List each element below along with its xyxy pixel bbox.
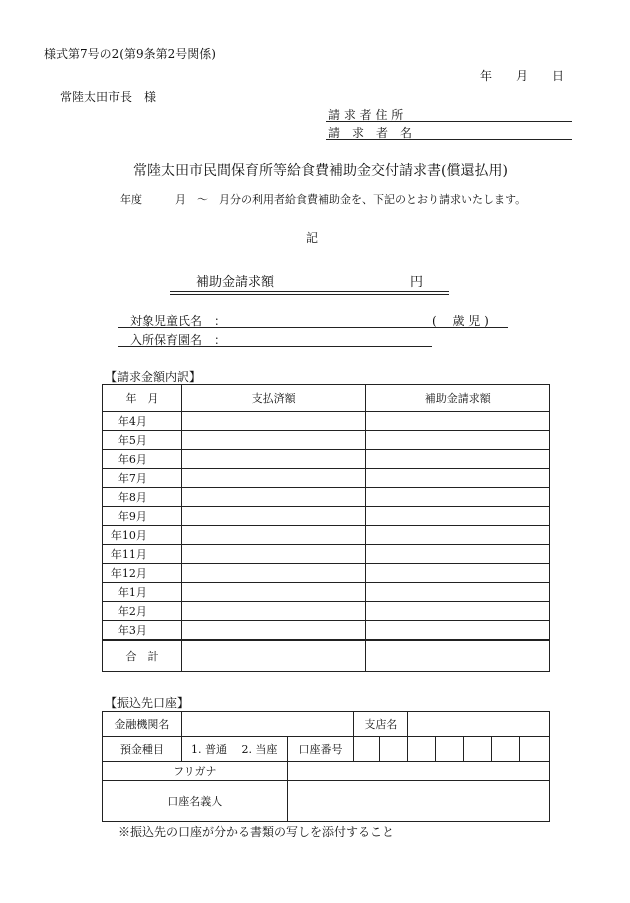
requester-name-line bbox=[326, 139, 572, 140]
subsidy-amount-cell bbox=[366, 469, 550, 488]
account-digit-cell bbox=[408, 737, 436, 762]
subsidy-amount-cell bbox=[366, 545, 550, 564]
child-name-label: 対象児童氏名 ： bbox=[130, 314, 227, 328]
month-row bbox=[103, 564, 550, 583]
month-row bbox=[103, 507, 550, 526]
subsidy-amount-cell bbox=[366, 602, 550, 621]
account-digit-cell bbox=[492, 737, 520, 762]
month-row bbox=[103, 450, 550, 469]
paid-amount-cell bbox=[181, 450, 366, 469]
month-label: 年7月 bbox=[103, 469, 182, 488]
paid-amount-cell bbox=[181, 488, 366, 507]
month-row bbox=[103, 431, 550, 450]
child-name-line bbox=[118, 327, 508, 328]
total-subsidy-cell bbox=[366, 640, 550, 672]
month-row bbox=[103, 488, 550, 507]
paid-amount-cell bbox=[181, 621, 366, 641]
date-line: 年 月 日 bbox=[480, 69, 565, 83]
month-row bbox=[103, 412, 550, 431]
account-holder-label: 口座名義人 bbox=[103, 781, 288, 822]
paid-amount-cell bbox=[181, 412, 366, 431]
attachment-note: ※振込先の口座が分かる書類の写しを添付すること bbox=[118, 825, 395, 839]
addressee: 常陸太田市長 様 bbox=[60, 90, 157, 104]
child-age: ( 歳 児 ) bbox=[432, 314, 489, 328]
month-label: 年12月 bbox=[103, 564, 182, 583]
account-digit-cell bbox=[520, 737, 550, 762]
header-paid: 支払済額 bbox=[181, 385, 366, 412]
account-digit-cell bbox=[464, 737, 492, 762]
subsidy-amount-cell bbox=[366, 488, 550, 507]
requester-address-line bbox=[326, 121, 572, 122]
subsidy-amount-cell bbox=[366, 507, 550, 526]
breakdown-table bbox=[102, 384, 550, 672]
subsidy-amount-cell bbox=[366, 412, 550, 431]
month-label: 年11月 bbox=[103, 545, 182, 564]
month-label: 年8月 bbox=[103, 488, 182, 507]
month-label: 年10月 bbox=[103, 526, 182, 545]
bank-heading: 【振込先口座】 bbox=[105, 696, 190, 710]
month-row bbox=[103, 545, 550, 564]
facility-label: 入所保育園名 ： bbox=[130, 333, 227, 347]
furigana-label: フリガナ bbox=[103, 762, 288, 781]
paid-amount-cell bbox=[181, 431, 366, 450]
subsidy-amount-cell bbox=[366, 621, 550, 641]
document-title: 常陸太田市民間保育所等給食費補助金交付請求書(償還払用) bbox=[133, 163, 508, 179]
subsidy-amount-cell bbox=[366, 526, 550, 545]
paid-amount-cell bbox=[181, 469, 366, 488]
paid-amount-cell bbox=[181, 545, 366, 564]
institution-label: 金融機関名 bbox=[103, 712, 182, 737]
month-label: 年2月 bbox=[103, 602, 182, 621]
month-label: 年6月 bbox=[103, 450, 182, 469]
breakdown-heading: 【請求金額内訳】 bbox=[105, 370, 202, 384]
account-holder-value bbox=[287, 781, 549, 822]
branch-label: 支店名 bbox=[354, 712, 408, 737]
paid-amount-cell bbox=[181, 507, 366, 526]
form-code: 様式第7号の2(第9条第2号関係) bbox=[44, 47, 216, 61]
deposit-type-options: 1. 普通 2. 当座 bbox=[181, 737, 287, 762]
requester-name-label: 請 求 者 名 bbox=[328, 126, 413, 140]
claim-amount-label: 補助金請求額 bbox=[196, 275, 275, 290]
ki-mark: 記 bbox=[306, 231, 319, 245]
paid-amount-cell bbox=[181, 526, 366, 545]
account-digit-cell bbox=[354, 737, 380, 762]
claim-amount-unit: 円 bbox=[410, 275, 424, 290]
header-year-month: 年 月 bbox=[103, 385, 182, 412]
account-digit-cell bbox=[380, 737, 408, 762]
claim-underline-1 bbox=[170, 291, 449, 292]
requester-address-label: 請 求 者 住 所 bbox=[328, 108, 404, 122]
bank-table bbox=[102, 711, 550, 822]
claim-underline-2 bbox=[170, 294, 449, 295]
paid-amount-cell bbox=[181, 564, 366, 583]
total-label: 合 計 bbox=[103, 640, 182, 672]
paid-amount-cell bbox=[181, 583, 366, 602]
institution-value bbox=[181, 712, 354, 737]
month-row bbox=[103, 602, 550, 621]
subsidy-amount-cell bbox=[366, 564, 550, 583]
month-label: 年5月 bbox=[103, 431, 182, 450]
deposit-type-label: 預金種目 bbox=[103, 737, 182, 762]
subsidy-amount-cell bbox=[366, 450, 550, 469]
furigana-value bbox=[287, 762, 549, 781]
month-label: 年9月 bbox=[103, 507, 182, 526]
account-number-label: 口座番号 bbox=[287, 737, 354, 762]
account-digit-cell bbox=[436, 737, 464, 762]
total-paid-cell bbox=[181, 640, 366, 672]
branch-value bbox=[408, 712, 550, 737]
month-label: 年1月 bbox=[103, 583, 182, 602]
intro-text: 年度 月 ～ 月分の利用者給食費補助金を、下記のとおり請求いたします。 bbox=[120, 193, 527, 206]
month-row bbox=[103, 526, 550, 545]
subsidy-amount-cell bbox=[366, 583, 550, 602]
month-label: 年4月 bbox=[103, 412, 182, 431]
subsidy-amount-cell bbox=[366, 431, 550, 450]
paid-amount-cell bbox=[181, 602, 366, 621]
month-label: 年3月 bbox=[103, 621, 182, 641]
header-subsidy: 補助金請求額 bbox=[366, 385, 550, 412]
month-row bbox=[103, 469, 550, 488]
month-row bbox=[103, 621, 550, 641]
facility-line bbox=[118, 346, 432, 347]
month-row bbox=[103, 583, 550, 602]
